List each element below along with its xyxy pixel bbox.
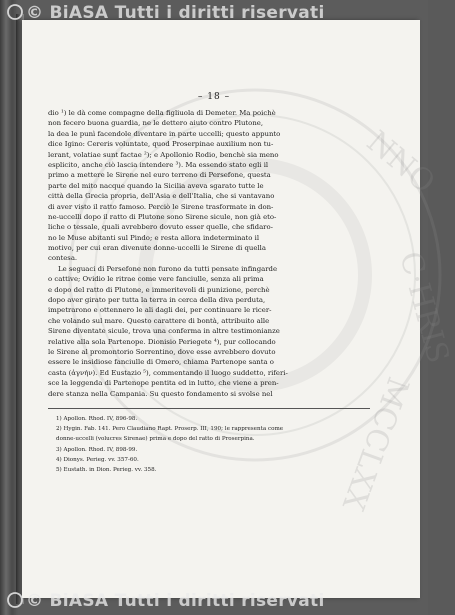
footnote-line: 4) Dionys. Perieg. vv. 357-60. [56, 456, 139, 463]
body-line: relative alla sola Partenope. Dionisio Periegete ⁴), pur collocando [48, 337, 276, 346]
footnote-divider [48, 408, 370, 409]
body-line: non fecero buona guardia, ne le dettero aiuto contro Plutone, [48, 119, 264, 128]
footnote-line: 5) Eustath. in Dion. Perieg. vv. 358. [56, 466, 157, 473]
page-number: – 18 – [197, 92, 231, 102]
body-line: primo a mettere le Sirene nel euro terreno di Persefone, questa [48, 171, 271, 180]
body-line: esplicito, anche ciò lascia intendere ³). Ma essendo stato egli il [48, 160, 269, 169]
body-line: ne-uccelli dopo il ratto di Plutone sono Sirene sicule, non già eto- [48, 212, 277, 221]
body-line: lerant, volatiae sunt factae ²); e Apollonio Rodio, benchè sia meno [48, 150, 279, 159]
footnotes [56, 414, 370, 475]
body-line: dopo aver girato per tutta la terra in cerca della diva perduta, [48, 296, 266, 305]
body-line: che volando sul mare. Questo carattere di bontà, attribuito alle [48, 316, 270, 325]
body-line: impetrarono e ottennero le ali dagli dei, per continuare le ricer- [48, 306, 272, 315]
body-line: casta (ἁγνήν). Ed Eustazio ⁵), commentando il luogo suddetto, riferi- [48, 368, 288, 377]
body-line: motivo, per cui eran divenute donne-uccelli le Sirene di quella [48, 244, 266, 253]
body-text [48, 108, 370, 399]
body-line: dice Igino: Cereris voluntate, quod Proserpinae auxilium non tu- [48, 140, 274, 149]
body-line: contesa. [48, 254, 78, 263]
body-line: di aver visto il ratto famoso. Perciò le Sirene trasformate in don- [48, 202, 274, 211]
svg-text:NNO: NNO [359, 124, 442, 201]
svg-text:C·HRIS: C·HRIS [392, 248, 455, 367]
body-line: essere le insidiose fanciulle di Omero, chiama Partenope santa o [48, 358, 274, 367]
body-line: Le seguaci di Persefone non furono da tutti pensate infingarde [58, 264, 278, 273]
body-line: o cattive; Ovidio le ritrae come vere fanciulle, senza ali prima [48, 275, 264, 284]
footnote-line: 3) Apollon. Rhod. IV, 898-99. [56, 446, 138, 453]
body-line: e dopo del ratto di Plutone, e immeritevoli di punizione, perchè [48, 285, 270, 294]
footnote-line: 2) Hygin. Fab. 141. Pero Claudiano Rapt. Proserp. III, 190; le rappresenta come [56, 426, 284, 433]
body-line: la dea le punì facendole diventare in parte uccelli; questo appunto [48, 129, 281, 138]
body-line: dio ¹) le dà come compagne della figliuola di Demeter. Ma poichè [48, 109, 276, 117]
footnote-line: 1) Apollon. Rhod. IV, 896-98. [56, 416, 138, 422]
body-line: città della Grecia propria, dell'Asia e dell'Italia, che si vantavano [48, 192, 275, 201]
body-line: sce la leggenda di Partenope pentita ed in lutto, che viene a pren- [48, 379, 279, 388]
body-line: dere stanza nella Campania. Su questo fondamento si svolse nel [48, 389, 273, 398]
watermark-bottom-text: © BiASA Tutti i diritti riservati [26, 591, 325, 611]
body-line: Sirene diventate sicule, trova una conferma in altre testimonianze [48, 327, 280, 336]
watermark-top-text: © BiASA Tutti i diritti riservati [26, 3, 325, 23]
body-line: liche o tessale, quali avrebbero dovuto esser quelle, che sfidaro- [48, 223, 273, 232]
footnote-line: donne-uccelli (volucres Sirenae) prima e dopo del ratto di Proserpina. [56, 436, 255, 443]
body-line: le Sirene al promontorio Sorrentino, dove esse avrebbero dovuto [48, 347, 276, 356]
body-line: parte del mito nacque quando la Sicilia aveva sgarato tutte le [48, 181, 264, 190]
svg-text:MCCLXX: MCCLXX [334, 372, 416, 516]
body-line: no le Muse abitanti sul Pindo; e resta allora indeterminato il [48, 233, 260, 242]
